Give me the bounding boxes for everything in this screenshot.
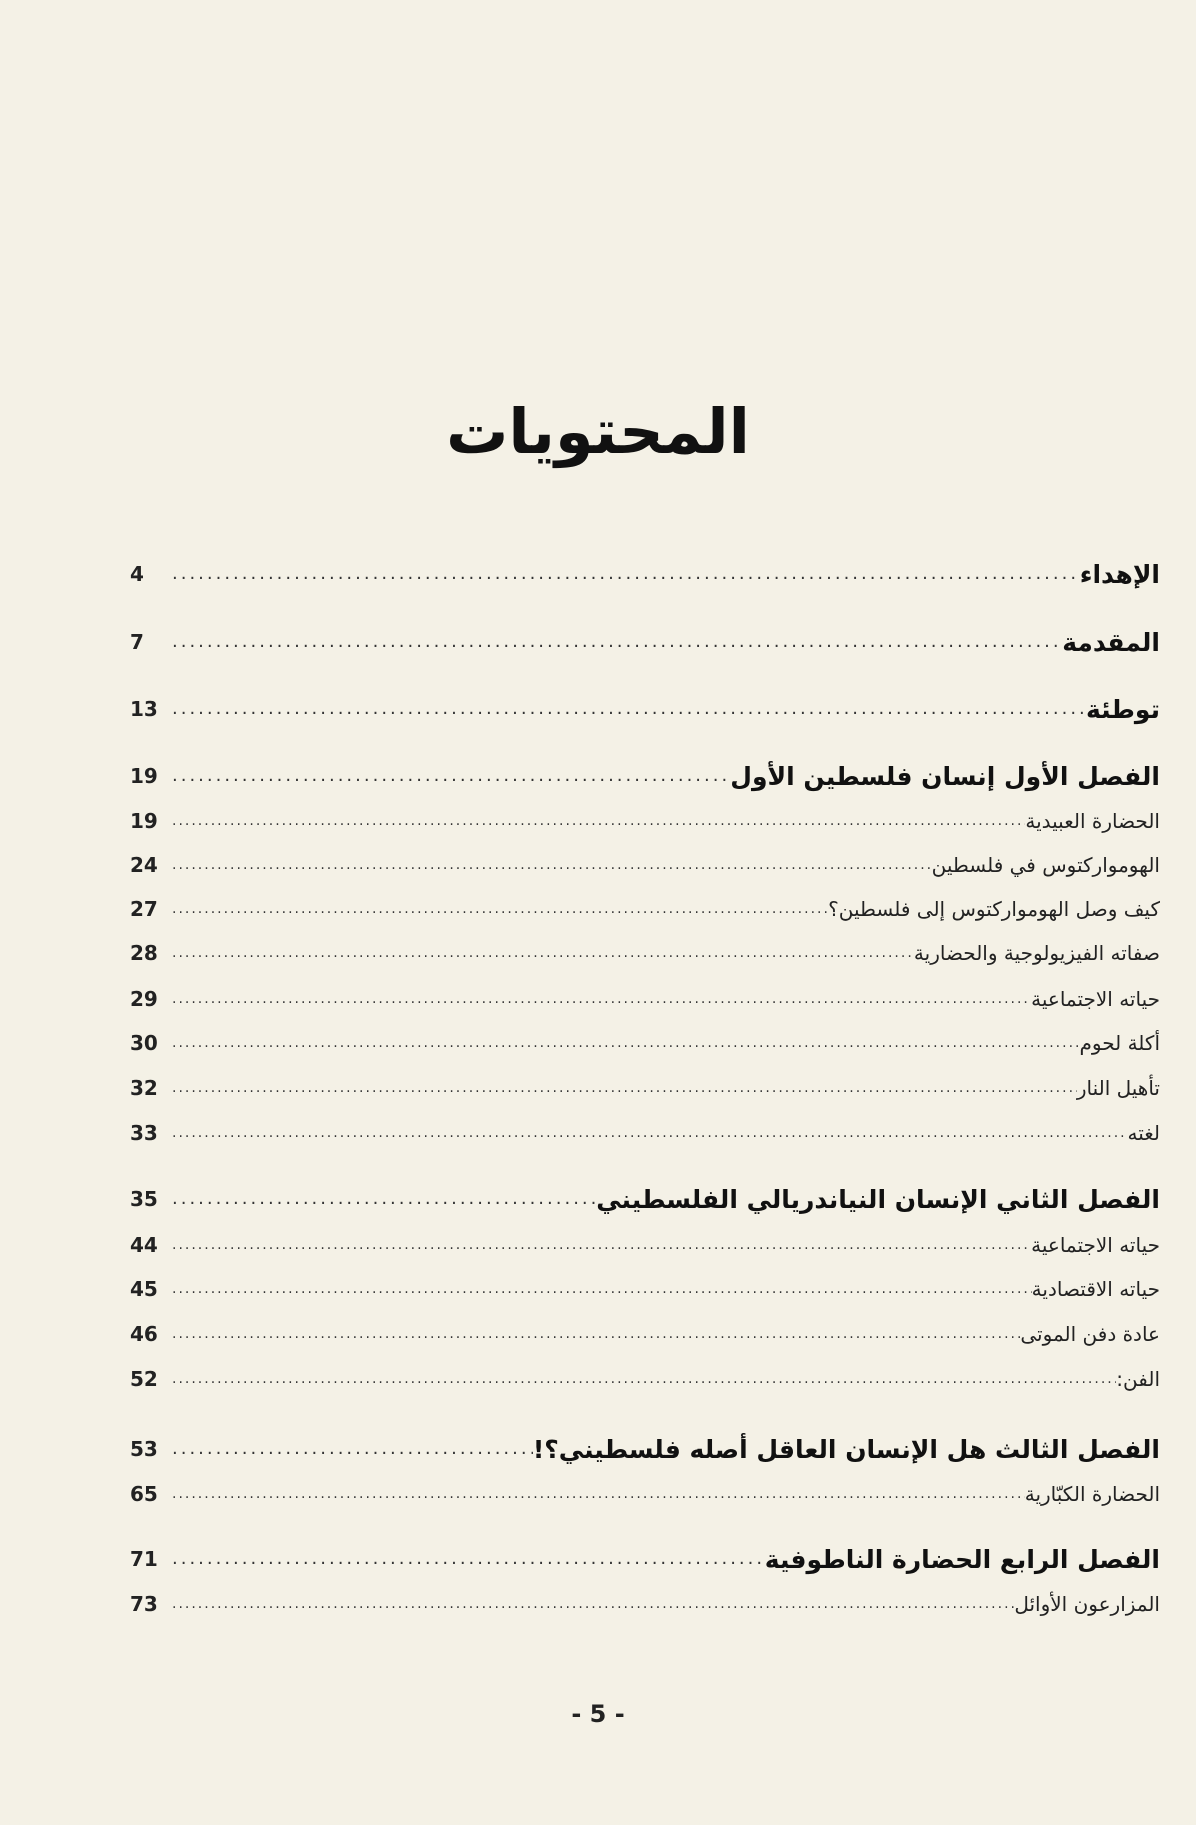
toc-leader-dots: [166, 565, 1080, 583]
toc-leader-dots: [166, 1126, 1128, 1140]
toc-page-number: 73: [130, 1592, 158, 1616]
toc-entry: [130, 1585, 1160, 1623]
toc-leader-dots: [166, 700, 1086, 718]
toc-page-number: 44: [130, 1233, 158, 1257]
toc-entry: [130, 1430, 1160, 1468]
toc-page-number: 7: [130, 630, 144, 654]
toc-leader-dots: [166, 767, 730, 785]
toc-page-number: 33: [130, 1121, 158, 1145]
toc-page-number: 46: [130, 1322, 158, 1346]
toc-page-number: 65: [130, 1482, 158, 1506]
toc-leader-dots: [166, 1190, 596, 1208]
toc-page-number: 13: [130, 697, 158, 721]
toc-entry-label: حياته الاقتصادية: [1031, 1277, 1160, 1301]
toc-entry-label: الفصل الأول إنسان فلسطين الأول: [730, 761, 1160, 791]
toc-entry-label: حياته الاجتماعية: [1031, 1233, 1160, 1257]
toc-leader-dots: [166, 1282, 1032, 1296]
toc-entry-label: حياته الاجتماعية: [1031, 987, 1160, 1011]
toc-entry-label: صفاته الفيزيولوجية والحضارية: [913, 941, 1160, 965]
toc-entry: [130, 1226, 1160, 1264]
toc-entry-label: المزارعون الأوائل: [1014, 1592, 1160, 1616]
toc-entry: [130, 1024, 1160, 1062]
toc-entry-label: الحضارة العبيدية: [1025, 809, 1160, 833]
toc-leader-dots: [166, 1597, 1014, 1611]
toc-entry-label: الفصل الثاني الإنسان النياندريالي الفلسطيني: [596, 1184, 1160, 1214]
toc-entry: [130, 980, 1160, 1018]
toc-page-number: 28: [130, 941, 158, 965]
toc-entry-label: الفصل الرابع الحضارة الناطوفية: [764, 1544, 1160, 1574]
toc-entry: [130, 555, 1160, 593]
toc-entry: [130, 1475, 1160, 1513]
toc-entry-label: أكلة لحوم: [1079, 1031, 1160, 1055]
toc-page-number: 4: [130, 562, 144, 586]
toc-entry: [130, 1360, 1160, 1398]
toc-leader-dots: [166, 633, 1062, 651]
toc-entry-label: الإهداء: [1079, 559, 1160, 589]
toc-entry: [130, 1270, 1160, 1308]
toc-leader-dots: [166, 814, 1025, 828]
toc-entry: [130, 623, 1160, 661]
toc-page-number: 19: [130, 809, 158, 833]
toc-leader-dots: [166, 1487, 1025, 1501]
toc-leader-dots: [166, 1440, 533, 1458]
toc-entry-label: الحضارة الكبّارية: [1024, 1482, 1160, 1506]
toc-entry: [130, 1069, 1160, 1107]
toc-leader-dots: [166, 1327, 1020, 1341]
toc-entry-label: عادة دفن الموتى: [1020, 1322, 1160, 1346]
toc-page-number: 52: [130, 1367, 158, 1391]
toc-page-number: 27: [130, 897, 158, 921]
toc-entry-label: المقدمة: [1062, 627, 1160, 657]
toc-entry-label: لغته: [1127, 1121, 1160, 1145]
toc-entry: [130, 802, 1160, 840]
toc-page-number: 24: [130, 853, 158, 877]
page-title: المحتويات: [446, 395, 750, 468]
toc-entry-label: الفن:: [1116, 1367, 1160, 1391]
toc-leader-dots: [166, 1081, 1077, 1095]
toc-entry-label: تأهيل النار: [1076, 1076, 1160, 1100]
toc-leader-dots: [166, 1036, 1080, 1050]
toc-entry: [130, 690, 1160, 728]
toc-entry: [130, 757, 1160, 795]
toc-leader-dots: [166, 1372, 1116, 1386]
toc-leader-dots: [166, 992, 1031, 1006]
toc-leader-dots: [166, 902, 828, 916]
toc-entry-label: كيف وصل الهوموارکتوس إلی فلسطين؟: [828, 897, 1160, 921]
toc-page-number: 29: [130, 987, 158, 1011]
toc-leader-dots: [166, 858, 932, 872]
toc-entry: [130, 890, 1160, 928]
toc-leader-dots: [166, 1550, 765, 1568]
toc-entry-label: الفصل الثالث هل الإنسان العاقل أصله فلسطيني؟!: [532, 1434, 1160, 1464]
toc-entry: [130, 934, 1160, 972]
toc-page-number: 30: [130, 1031, 158, 1055]
page-number-footer: - 5 -: [571, 1700, 625, 1728]
toc-leader-dots: [166, 946, 914, 960]
toc-entry: [130, 1540, 1160, 1578]
toc-page-number: 32: [130, 1076, 158, 1100]
toc-entry: [130, 1315, 1160, 1353]
toc-entry: [130, 846, 1160, 884]
toc-page-number: 19: [130, 764, 158, 788]
toc-page-number: 53: [130, 1437, 158, 1461]
toc-entry-label: الهومواركتوس في فلسطين: [931, 853, 1160, 877]
toc-page-number: 35: [130, 1187, 158, 1211]
toc-entry: [130, 1114, 1160, 1152]
toc-leader-dots: [166, 1238, 1031, 1252]
toc-entry-label: توطئة: [1086, 694, 1160, 724]
toc-page-number: 45: [130, 1277, 158, 1301]
toc-entry: [130, 1180, 1160, 1218]
toc-page-number: 71: [130, 1547, 158, 1571]
